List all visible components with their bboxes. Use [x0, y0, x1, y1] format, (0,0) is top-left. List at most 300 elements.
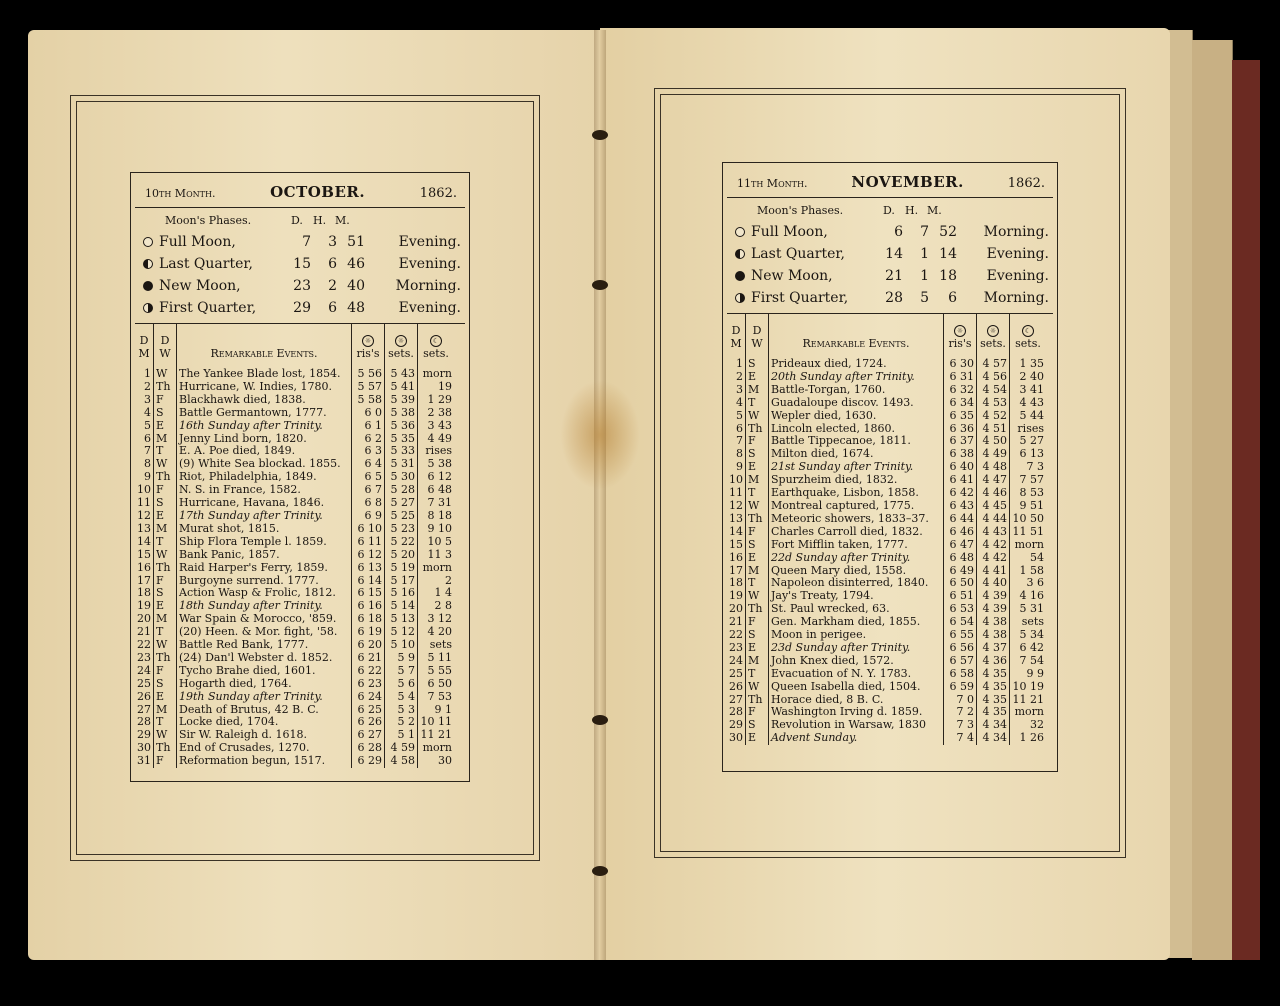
day-of-week: W — [746, 410, 769, 423]
day-of-month: 13 — [137, 521, 151, 535]
event: 23d Sunday after Trinity. — [769, 642, 944, 655]
moon-sets-header — [418, 324, 455, 362]
sun-rises: 5 58 — [352, 394, 385, 407]
year: 1862. — [419, 186, 457, 201]
day-of-week: S — [746, 719, 769, 732]
event: 16th Sunday after Trinity. — [177, 420, 352, 433]
sun-rises: 7 0 — [944, 694, 977, 707]
day-of-month: 26 — [729, 679, 743, 693]
sun-sets: 4 40 — [977, 577, 1010, 590]
day-row — [727, 552, 1046, 565]
moon-sets: 6 42 — [1010, 642, 1047, 655]
day-of-week: F — [746, 706, 769, 719]
sun-rises: 6 2 — [352, 433, 385, 446]
sun-sets: 5 3 — [385, 704, 418, 717]
day-of-month: 30 — [137, 741, 151, 755]
day-of-week: F — [154, 575, 177, 588]
sun-rises: 6 51 — [944, 590, 977, 603]
book-spine — [594, 30, 606, 960]
day-row — [135, 407, 454, 420]
day-of-week: M — [154, 433, 177, 446]
sun-rises: 6 38 — [944, 448, 977, 461]
sun-rises-header — [944, 314, 977, 352]
day-of-month: 22 — [137, 638, 151, 652]
day-of-month: 13 — [729, 511, 743, 525]
event: Milton died, 1674. — [769, 448, 944, 461]
sun-rises: 5 56 — [352, 368, 385, 381]
day-of-month: 18 — [137, 586, 151, 600]
event: Prideaux died, 1724. — [769, 358, 944, 371]
moon-sets: morn — [418, 742, 455, 755]
day-of-month: 3 — [144, 392, 151, 406]
day-row — [135, 510, 454, 523]
moon-phases-header — [727, 202, 1053, 221]
sun-rises: 6 31 — [944, 371, 977, 384]
event: Ship Flora Temple l. 1859. — [177, 536, 352, 549]
moon-sets: 9 51 — [1010, 500, 1047, 513]
day-of-month: 27 — [137, 702, 151, 716]
day-row — [135, 368, 454, 381]
event: Horace died, 8 B. C. — [769, 694, 944, 707]
moon-sets: morn — [1010, 706, 1047, 719]
event: Hogarth died, 1764. — [177, 678, 352, 691]
phase-name: First Quarter, — [159, 300, 257, 316]
binding-stitch — [592, 866, 608, 876]
sun-sets: 4 45 — [977, 500, 1010, 513]
day-row — [727, 410, 1046, 423]
phase-minute: 46 — [347, 256, 365, 272]
moon-sets: 10 50 — [1010, 513, 1047, 526]
month-header — [135, 173, 465, 208]
event: Spurzheim died, 1832. — [769, 474, 944, 487]
book-cover-edge — [1232, 60, 1260, 960]
moon-phases — [727, 198, 1053, 314]
sun-rises: 6 0 — [352, 407, 385, 420]
month-name: OCTOBER. — [270, 183, 366, 201]
sun-sets: 4 46 — [977, 487, 1010, 500]
event: N. S. in France, 1582. — [177, 484, 352, 497]
day-of-week: E — [746, 552, 769, 565]
day-of-week: M — [746, 474, 769, 487]
phase-day: 14 — [885, 246, 903, 262]
sun-rises-header — [352, 324, 385, 362]
day-of-month: 17 — [729, 563, 743, 577]
sun-sets: 4 54 — [977, 384, 1010, 397]
moon-sets: 6 13 — [1010, 448, 1047, 461]
day-of-week: W — [154, 458, 177, 471]
phase-minute: 14 — [939, 246, 957, 262]
page-edges-back — [1192, 40, 1233, 960]
day-of-week: Th — [746, 513, 769, 526]
day-of-month: 3 — [736, 382, 743, 396]
day-of-week: F — [154, 755, 177, 768]
sun-rises: 6 5 — [352, 471, 385, 484]
sun-rises: 6 32 — [944, 384, 977, 397]
phase-name: Last Quarter, — [159, 256, 253, 272]
day-of-month: 9 — [736, 460, 743, 474]
day-of-month: 14 — [729, 524, 743, 538]
day-of-week: E — [154, 691, 177, 704]
moon-sets: 3 41 — [1010, 384, 1047, 397]
sun-sets: 4 50 — [977, 435, 1010, 448]
event: Action Wasp & Frolic, 1812. — [177, 587, 352, 600]
sun-sets: 5 28 — [385, 484, 418, 497]
sun-rises: 6 4 — [352, 458, 385, 471]
day-of-month: 18 — [729, 576, 743, 590]
event: Murat shot, 1815. — [177, 523, 352, 536]
sun-rises: 6 41 — [944, 474, 977, 487]
sun-sets: 4 44 — [977, 513, 1010, 526]
event: John Knex died, 1572. — [769, 655, 944, 668]
moon-sets: 5 55 — [418, 665, 455, 678]
day-of-month: 6 — [144, 431, 151, 445]
event: Earthquake, Lisbon, 1858. — [769, 487, 944, 500]
day-of-week: T — [154, 716, 177, 729]
moon-sets: 4 43 — [1010, 397, 1047, 410]
day-row — [727, 526, 1046, 539]
sun-sets: 4 38 — [977, 616, 1010, 629]
binding-stitch — [592, 715, 608, 725]
sun-rises: 7 3 — [944, 719, 977, 732]
day-of-month-header: D M — [138, 334, 150, 360]
moon-sets: 3 12 — [418, 613, 455, 626]
moon-phase-row — [727, 243, 1053, 265]
day-of-week: Th — [746, 603, 769, 616]
day-of-month: 23 — [137, 650, 151, 664]
phase-day: 21 — [885, 268, 903, 284]
sun-rises: 6 18 — [352, 613, 385, 626]
sun-sets: 4 35 — [977, 681, 1010, 694]
moon-sets: 2 40 — [1010, 371, 1047, 384]
sun-sets: 5 13 — [385, 613, 418, 626]
last-moon-icon — [143, 259, 153, 269]
phase-time: Evening. — [398, 256, 461, 272]
first-moon-icon — [735, 293, 745, 303]
sun-sets: 5 9 — [385, 652, 418, 665]
sun-rises: 6 1 — [352, 420, 385, 433]
phase-day: 29 — [293, 300, 311, 316]
event: Napoleon disinterred, 1840. — [769, 577, 944, 590]
day-of-month: 28 — [729, 705, 743, 719]
sun-rises: 6 27 — [352, 729, 385, 742]
phase-hour: 5 — [920, 290, 929, 306]
event: Hurricane, Havana, 1846. — [177, 497, 352, 510]
sun-rises: 6 25 — [352, 704, 385, 717]
event: Moon in perigee. — [769, 629, 944, 642]
moon-sets-label: sets. — [1015, 337, 1041, 350]
phases-label: Moon's Phases. — [757, 204, 844, 217]
moon-sets: 6 48 — [418, 484, 455, 497]
sun-rises: 6 55 — [944, 629, 977, 642]
day-of-week: S — [746, 539, 769, 552]
sun-rises: 6 49 — [944, 565, 977, 578]
event: Meteoric showers, 1833–37. — [769, 513, 944, 526]
day-row — [135, 665, 454, 678]
sun-sets: 4 38 — [977, 629, 1010, 642]
sun-sets: 5 1 — [385, 729, 418, 742]
sun-sets: 4 42 — [977, 539, 1010, 552]
sun-rises: 6 14 — [352, 575, 385, 588]
day-of-week: W — [746, 590, 769, 603]
day-of-week-header: D W — [746, 314, 769, 352]
sun-rises: 6 16 — [352, 600, 385, 613]
sun-sets: 5 16 — [385, 587, 418, 600]
sun-sets: 5 31 — [385, 458, 418, 471]
day-of-month: 31 — [137, 754, 151, 768]
sun-sets-header — [385, 324, 418, 362]
moon-phases-header — [135, 212, 465, 231]
moon-sets-label: sets. — [423, 347, 449, 360]
day-of-week: M — [154, 523, 177, 536]
first-moon-icon — [143, 303, 153, 313]
phase-hour: 1 — [920, 246, 929, 262]
sun-sets: 5 27 — [385, 497, 418, 510]
sun-sets: 5 33 — [385, 445, 418, 458]
phase-time: Evening. — [986, 246, 1049, 262]
day-of-month: 22 — [729, 628, 743, 642]
days-table — [135, 324, 454, 768]
moon-sets: 9 9 — [1010, 668, 1047, 681]
day-of-month: 15 — [137, 547, 151, 561]
moon-sets: 4 16 — [1010, 590, 1047, 603]
sun-sets: 5 12 — [385, 626, 418, 639]
day-of-week: Th — [154, 652, 177, 665]
sun-sets: 4 58 — [385, 755, 418, 768]
day-of-week: Th — [154, 381, 177, 394]
rises-label: ris's — [948, 337, 972, 350]
sun-rises: 6 40 — [944, 461, 977, 474]
moon-sets: 7 31 — [418, 497, 455, 510]
moon-sets: sets — [418, 639, 455, 652]
phase-time: Morning. — [395, 278, 461, 294]
event: Queen Mary died, 1558. — [769, 565, 944, 578]
moon-sets: 1 4 — [418, 587, 455, 600]
day-row — [135, 420, 454, 433]
day-of-month: 7 — [144, 444, 151, 458]
phase-name: Full Moon, — [159, 234, 236, 250]
day-row — [727, 513, 1046, 526]
sun-sets: 4 36 — [977, 655, 1010, 668]
sun-rises: 6 34 — [944, 397, 977, 410]
sun-sets: 4 52 — [977, 410, 1010, 423]
sun-sets: 4 39 — [977, 603, 1010, 616]
moon-icon: ☾ — [1022, 325, 1034, 337]
sun-sets: 4 48 — [977, 461, 1010, 474]
day-row — [135, 691, 454, 704]
month-number: 10th Month. — [145, 187, 216, 200]
day-of-month: 8 — [736, 447, 743, 461]
event: Battle Tippecanoe, 1811. — [769, 435, 944, 448]
day-of-week: T — [154, 626, 177, 639]
sun-sets: 5 25 — [385, 510, 418, 523]
sun-sets: 5 10 — [385, 639, 418, 652]
day-row — [135, 394, 454, 407]
phase-time: Evening. — [398, 234, 461, 250]
page-edges — [1168, 30, 1193, 958]
sun-sets: 4 59 — [385, 742, 418, 755]
sun-icon: ☼ — [987, 325, 999, 337]
phase-time: Morning. — [983, 290, 1049, 306]
event: Guadaloupe discov. 1493. — [769, 397, 944, 410]
phase-day: 15 — [293, 256, 311, 272]
month-name: NOVEMBER. — [851, 173, 964, 191]
day-of-week: E — [154, 420, 177, 433]
moon-sets-header — [1010, 314, 1047, 352]
event: Fort Mifflin taken, 1777. — [769, 539, 944, 552]
sun-sets: 4 57 — [977, 358, 1010, 371]
day-of-week: F — [746, 435, 769, 448]
sun-sets: 4 47 — [977, 474, 1010, 487]
moon-sets: 7 54 — [1010, 655, 1047, 668]
day-of-week: T — [746, 397, 769, 410]
sun-rises: 7 2 — [944, 706, 977, 719]
moon-sets: 7 53 — [418, 691, 455, 704]
day-of-week: E — [746, 461, 769, 474]
sun-rises: 6 43 — [944, 500, 977, 513]
event: Revolution in Warsaw, 1830 — [769, 719, 944, 732]
day-row — [727, 397, 1046, 410]
sun-rises: 6 46 — [944, 526, 977, 539]
day-of-week: S — [154, 497, 177, 510]
day-of-month: 4 — [736, 395, 743, 409]
sun-rises: 6 15 — [352, 587, 385, 600]
moon-sets: rises — [418, 445, 455, 458]
phase-minute: 52 — [939, 224, 957, 240]
full-moon-icon — [143, 237, 153, 247]
day-of-month-header: D M — [730, 324, 742, 350]
moon-sets: 2 8 — [418, 600, 455, 613]
event: Evacuation of N. Y. 1783. — [769, 668, 944, 681]
moon-sets: 30 — [418, 755, 455, 768]
event: Tycho Brahe died, 1601. — [177, 665, 352, 678]
sun-rises: 6 28 — [352, 742, 385, 755]
binding-stitch — [592, 130, 608, 140]
event: End of Crusades, 1270. — [177, 742, 352, 755]
moon-sets: rises — [1010, 423, 1047, 436]
sun-sets: 5 2 — [385, 716, 418, 729]
day-of-week: F — [154, 394, 177, 407]
events-header: Remarkable Events. — [769, 314, 944, 352]
event: Queen Isabella died, 1504. — [769, 681, 944, 694]
event: (9) White Sea blockad. 1855. — [177, 458, 352, 471]
day-of-month: 14 — [137, 534, 151, 548]
moon-sets: morn — [1010, 539, 1047, 552]
moon-sets: 11 51 — [1010, 526, 1047, 539]
sun-rises: 6 24 — [352, 691, 385, 704]
year: 1862. — [1007, 176, 1045, 191]
moon-phase-row — [135, 231, 465, 253]
event: Advent Sunday. — [769, 732, 944, 745]
moon-sets: 32 — [1010, 719, 1047, 732]
day-of-week: T — [154, 445, 177, 458]
phase-day: 28 — [885, 290, 903, 306]
event: 20th Sunday after Trinity. — [769, 371, 944, 384]
event: Washington Irving d. 1859. — [769, 706, 944, 719]
day-row — [135, 549, 454, 562]
binding-stitch — [592, 280, 608, 290]
phase-name: First Quarter, — [751, 290, 849, 306]
day-of-month: 27 — [729, 692, 743, 706]
day-of-month: 29 — [137, 728, 151, 742]
sun-sets-header — [977, 314, 1010, 352]
sun-rises: 6 50 — [944, 577, 977, 590]
day-of-week: T — [746, 668, 769, 681]
event: Battle-Torgan, 1760. — [769, 384, 944, 397]
moon-sets: 7 57 — [1010, 474, 1047, 487]
day-of-week: M — [746, 384, 769, 397]
phases-hour-header: H. — [313, 214, 327, 227]
day-of-week: W — [154, 549, 177, 562]
moon-sets: 4 49 — [418, 433, 455, 446]
day-of-month: 28 — [137, 715, 151, 729]
event: Raid Harper's Ferry, 1859. — [177, 562, 352, 575]
day-of-week: E — [746, 371, 769, 384]
day-of-month: 20 — [137, 612, 151, 626]
day-of-month: 23 — [729, 640, 743, 654]
moon-sets: 5 27 — [1010, 435, 1047, 448]
day-of-month: 15 — [729, 537, 743, 551]
sun-sets: 5 39 — [385, 394, 418, 407]
sun-rises: 6 56 — [944, 642, 977, 655]
sun-sets: 4 51 — [977, 423, 1010, 436]
day-of-week: E — [154, 600, 177, 613]
day-of-month: 2 — [144, 379, 151, 393]
moon-sets: 11 21 — [418, 729, 455, 742]
sun-icon: ☼ — [395, 335, 407, 347]
event: 18th Sunday after Trinity. — [177, 600, 352, 613]
sun-sets: 5 38 — [385, 407, 418, 420]
moon-sets: 5 38 — [418, 458, 455, 471]
day-row — [727, 358, 1046, 371]
sets-label: sets. — [980, 337, 1006, 350]
event: St. Paul wrecked, 63. — [769, 603, 944, 616]
moon-phase-row — [135, 275, 465, 297]
sun-rises: 6 36 — [944, 423, 977, 436]
sun-rises: 6 57 — [944, 655, 977, 668]
day-of-week: W — [154, 729, 177, 742]
day-of-week: Th — [746, 694, 769, 707]
phase-name: New Moon, — [751, 268, 833, 284]
moon-sets: morn — [418, 368, 455, 381]
sun-sets: 5 36 — [385, 420, 418, 433]
day-of-month: 12 — [729, 498, 743, 512]
moon-icon: ☾ — [430, 335, 442, 347]
event: Sir W. Raleigh d. 1618. — [177, 729, 352, 742]
sun-rises: 6 53 — [944, 603, 977, 616]
phase-name: Full Moon, — [751, 224, 828, 240]
day-of-month: 25 — [729, 666, 743, 680]
phase-minute: 51 — [347, 234, 365, 250]
phase-name: New Moon, — [159, 278, 241, 294]
sun-sets: 5 23 — [385, 523, 418, 536]
sun-sets: 4 53 — [977, 397, 1010, 410]
day-of-week: E — [746, 642, 769, 655]
day-row — [135, 652, 454, 665]
sets-label: sets. — [388, 347, 414, 360]
sun-sets: 4 37 — [977, 642, 1010, 655]
day-row — [727, 681, 1046, 694]
phase-minute: 18 — [939, 268, 957, 284]
day-of-week: T — [154, 536, 177, 549]
day-of-week: T — [746, 487, 769, 500]
moon-sets: 5 11 — [418, 652, 455, 665]
day-of-month: 10 — [729, 473, 743, 487]
phase-hour: 1 — [920, 268, 929, 284]
day-of-week: W — [746, 681, 769, 694]
phase-day: 6 — [894, 224, 903, 240]
event: Locke died, 1704. — [177, 716, 352, 729]
sun-sets: 5 14 — [385, 600, 418, 613]
